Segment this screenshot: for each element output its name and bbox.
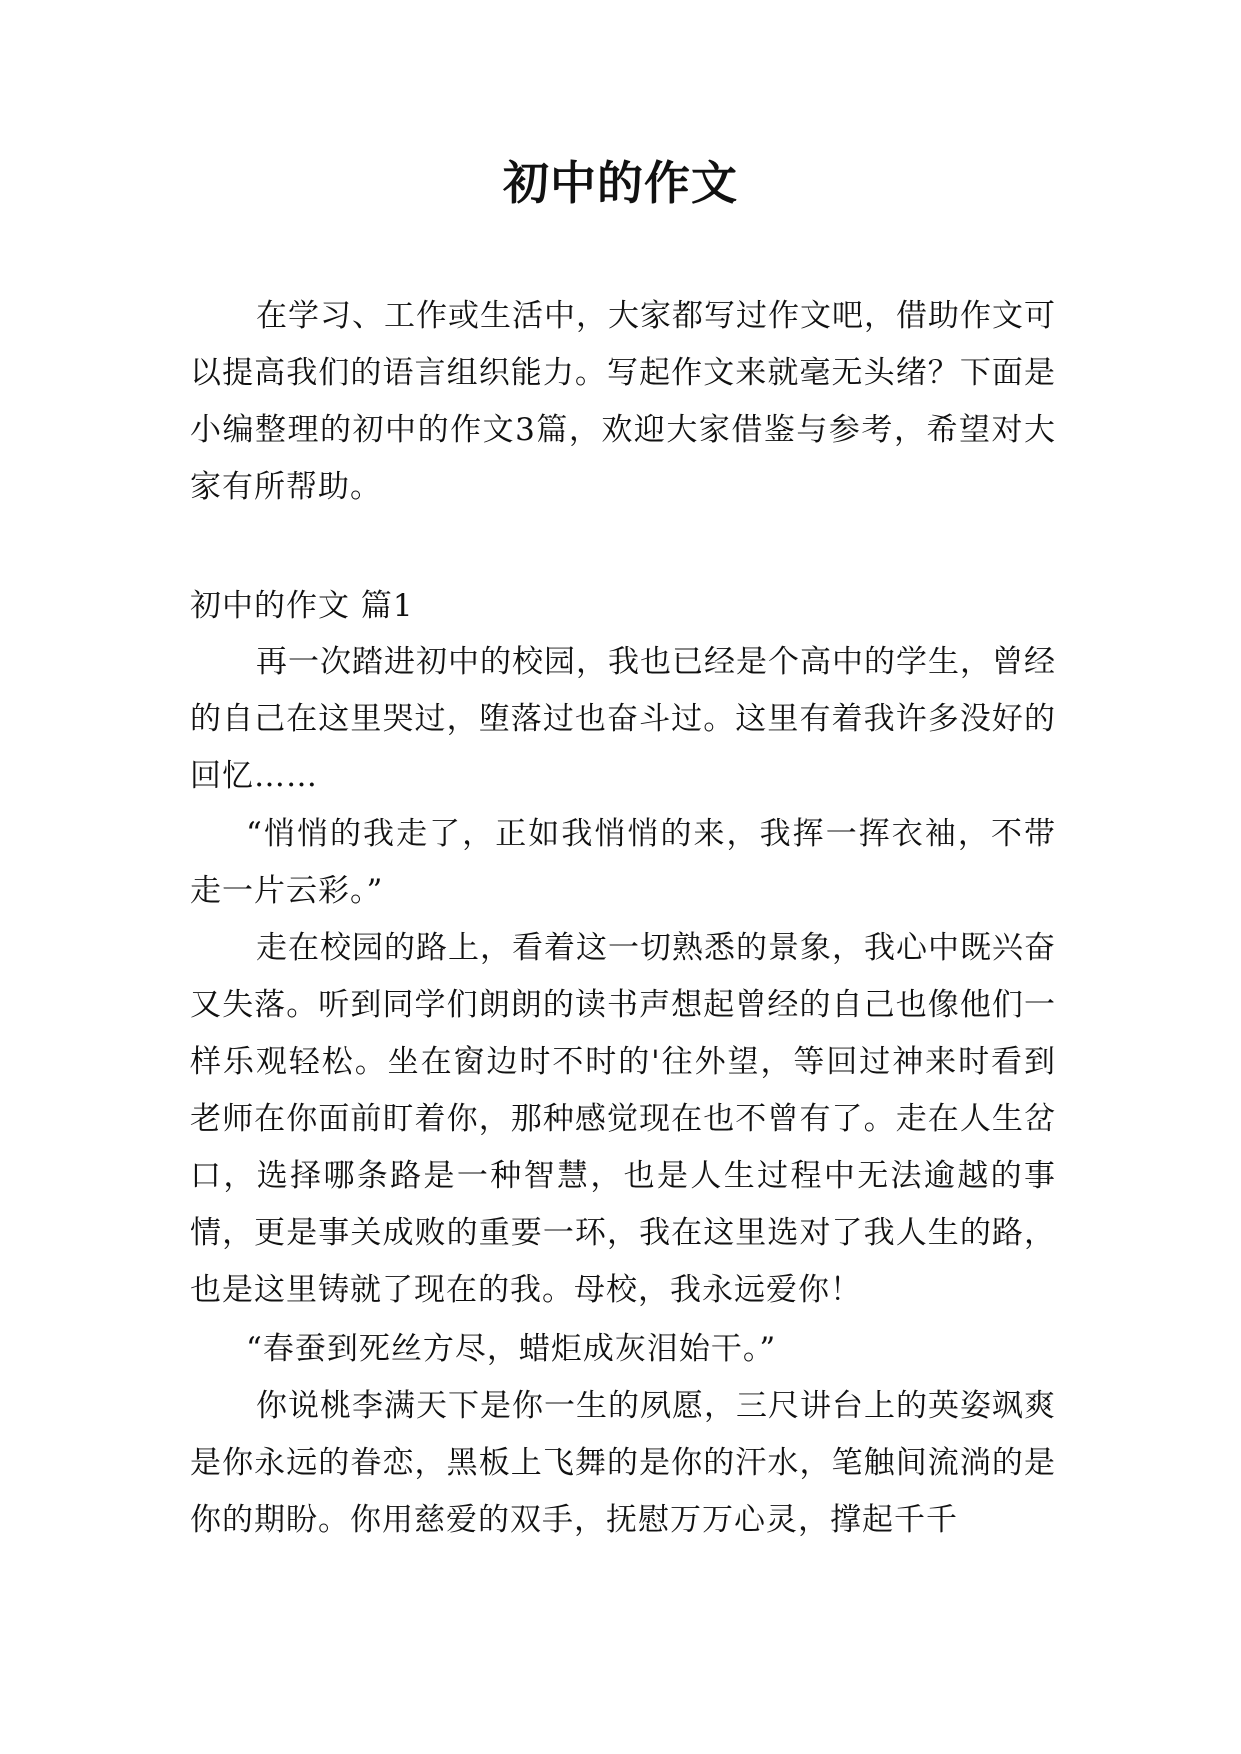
document-title: 初中的作文 (503, 156, 738, 210)
body-paragraph-1: 再一次踏进初中的校园，我也已经是个高中的学生，曾经的自己在这里哭过，堕落过也奋斗过。这里有着我许多没好的回忆…… (190, 644, 1056, 794)
body-paragraph-3: 你说桃李满天下是你一生的夙愿，三尺讲台上的英姿飒爽是你永远的眷恋，黑板上飞舞的是你的汗水，笔触间流淌的是你的期盼。你用慈爱的双手，抚慰万万心灵，撑起千千 (190, 1388, 1056, 1538)
section-heading: 初中的作文 篇1 (190, 588, 414, 624)
quote-paragraph-2: “春蚕到死丝方尽，蜡炬成灰泪始干。” (246, 1331, 777, 1367)
intro-paragraph: 在学习、工作或生活中，大家都写过作文吧，借助作文可以提高我们的语言组织能力。写起作文来就毫无头绪？下面是小编整理的初中的作文3篇，欢迎大家借鉴与参考，希望对大家有所帮助。 (190, 298, 1056, 505)
body-paragraph-2: 走在校园的路上，看着这一切熟悉的景象，我心中既兴奋又失落。听到同学们朗朗的读书声想起曾经的自己也像他们一样乐观轻松。坐在窗边时不时的'往外望，等回过神来时看到老师在你面前盯着你，那种感觉现在也不曾有了。走在人生岔口，选择哪条路是一种智慧，也是人生过程中无法逾越的事情，更是事关成败的重要一环，我在这里选对了我人生的路，也是这里铸就了现在的我。母校，我永远爱你！ (190, 930, 1056, 1308)
quote-paragraph-1: “悄悄的我走了，正如我悄悄的来，我挥一挥衣袖，不带走一片云彩。” (190, 816, 1056, 909)
